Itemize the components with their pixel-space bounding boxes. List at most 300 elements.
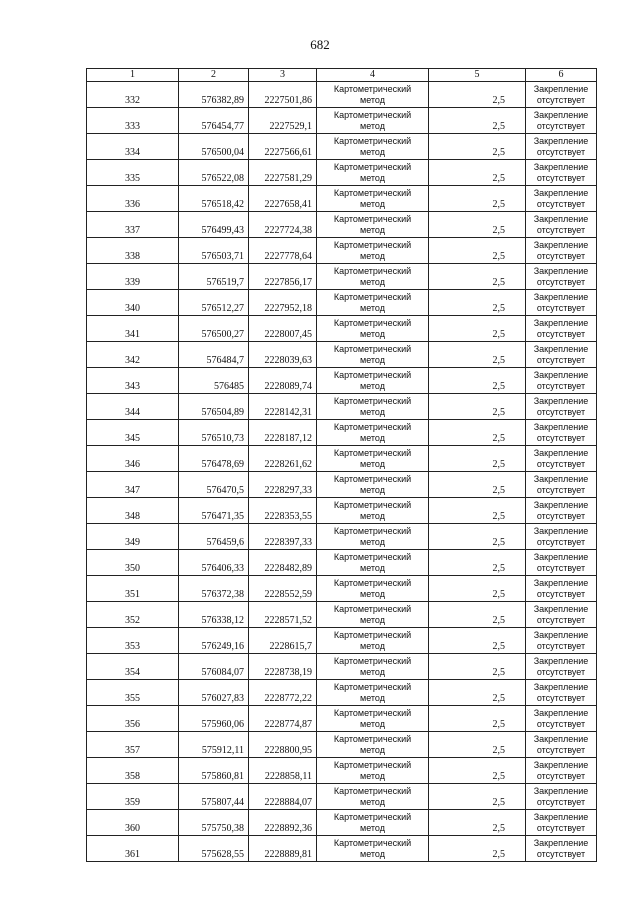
method-cell-line: метод bbox=[360, 536, 385, 547]
method-cell bbox=[317, 134, 429, 160]
fixing-cell-line: Закрепление bbox=[533, 421, 589, 432]
point-number: 336 bbox=[87, 186, 179, 212]
accuracy-value: 2,5 bbox=[429, 576, 526, 602]
coordinate-y: 2227952,18 bbox=[249, 290, 317, 316]
method-cell bbox=[317, 628, 429, 654]
method-cell bbox=[317, 472, 429, 498]
fixing-cell-line: Закрепление bbox=[533, 759, 589, 770]
method-cell-line: Картометрический bbox=[333, 473, 412, 484]
table-row bbox=[87, 186, 597, 212]
accuracy-value: 2,5 bbox=[429, 134, 526, 160]
table-row bbox=[87, 212, 597, 238]
accuracy-value: 2,5 bbox=[429, 82, 526, 108]
fixing-cell-line: Закрепление bbox=[533, 785, 589, 796]
accuracy-value: 2,5 bbox=[429, 732, 526, 758]
table-row bbox=[87, 472, 597, 498]
coordinate-y: 2228889,81 bbox=[249, 836, 317, 862]
table-row bbox=[87, 394, 597, 420]
accuracy-value: 2,5 bbox=[429, 108, 526, 134]
coordinate-y: 2228571,52 bbox=[249, 602, 317, 628]
method-cell bbox=[317, 264, 429, 290]
coordinate-y: 2228552,59 bbox=[249, 576, 317, 602]
coordinate-x: 575628,55 bbox=[179, 836, 249, 862]
accuracy-value: 2,5 bbox=[429, 394, 526, 420]
fixing-cell-line: Закрепление bbox=[533, 551, 589, 562]
method-cell-line: метод bbox=[360, 406, 385, 417]
point-number: 345 bbox=[87, 420, 179, 446]
table-row bbox=[87, 108, 597, 134]
method-cell-line: метод bbox=[360, 562, 385, 573]
method-cell-line: метод bbox=[360, 250, 385, 261]
point-number: 347 bbox=[87, 472, 179, 498]
accuracy-value: 2,5 bbox=[429, 524, 526, 550]
fixing-cell-line: отсутствует bbox=[536, 250, 586, 261]
coordinate-y: 2228738,19 bbox=[249, 654, 317, 680]
point-number: 334 bbox=[87, 134, 179, 160]
table-row bbox=[87, 602, 597, 628]
coordinate-x: 576485 bbox=[179, 368, 249, 394]
point-number: 343 bbox=[87, 368, 179, 394]
point-number: 337 bbox=[87, 212, 179, 238]
fixing-cell bbox=[526, 550, 597, 576]
header-cell: 5 bbox=[429, 69, 526, 82]
fixing-cell bbox=[526, 342, 597, 368]
fixing-cell-line: Закрепление bbox=[533, 499, 589, 510]
coordinate-y: 2227778,64 bbox=[249, 238, 317, 264]
coordinate-x: 576510,73 bbox=[179, 420, 249, 446]
method-cell-line: метод bbox=[360, 120, 385, 131]
table-row bbox=[87, 290, 597, 316]
accuracy-value: 2,5 bbox=[429, 550, 526, 576]
fixing-cell bbox=[526, 810, 597, 836]
coordinate-x: 576512,27 bbox=[179, 290, 249, 316]
table-row bbox=[87, 836, 597, 862]
method-cell bbox=[317, 446, 429, 472]
fixing-cell-line: отсутствует bbox=[536, 146, 586, 157]
coordinate-y: 2228007,45 bbox=[249, 316, 317, 342]
coordinate-y: 2228800,95 bbox=[249, 732, 317, 758]
method-cell-line: Картометрический bbox=[333, 499, 412, 510]
method-cell-line: Картометрический bbox=[333, 291, 412, 302]
accuracy-value: 2,5 bbox=[429, 810, 526, 836]
method-cell-line: Картометрический bbox=[333, 395, 412, 406]
point-number: 349 bbox=[87, 524, 179, 550]
fixing-cell bbox=[526, 264, 597, 290]
fixing-cell-line: отсутствует bbox=[536, 458, 586, 469]
fixing-cell-line: отсутствует bbox=[536, 744, 586, 755]
fixing-cell-line: отсутствует bbox=[536, 172, 586, 183]
method-cell-line: Картометрический bbox=[333, 135, 412, 146]
method-cell-line: метод bbox=[360, 94, 385, 105]
method-cell bbox=[317, 758, 429, 784]
fixing-cell-line: отсутствует bbox=[536, 302, 586, 313]
coordinate-x: 576504,89 bbox=[179, 394, 249, 420]
method-cell bbox=[317, 394, 429, 420]
coordinate-x: 576522,08 bbox=[179, 160, 249, 186]
coordinate-x: 576499,43 bbox=[179, 212, 249, 238]
coordinate-y: 2227529,1 bbox=[249, 108, 317, 134]
coordinate-y: 2228039,63 bbox=[249, 342, 317, 368]
fixing-cell-line: отсутствует bbox=[536, 510, 586, 521]
coordinate-y: 2228615,7 bbox=[249, 628, 317, 654]
fixing-cell-line: отсутствует bbox=[536, 692, 586, 703]
fixing-cell bbox=[526, 498, 597, 524]
coordinate-y: 2228892,36 bbox=[249, 810, 317, 836]
point-number: 358 bbox=[87, 758, 179, 784]
coordinate-x: 575750,38 bbox=[179, 810, 249, 836]
coordinate-y: 2228482,89 bbox=[249, 550, 317, 576]
fixing-cell-line: Закрепление bbox=[533, 655, 589, 666]
coordinate-y: 2227566,61 bbox=[249, 134, 317, 160]
fixing-cell-line: Закрепление bbox=[533, 161, 589, 172]
table-row bbox=[87, 498, 597, 524]
coordinate-y: 2228089,74 bbox=[249, 368, 317, 394]
fixing-cell-line: Закрепление bbox=[533, 83, 589, 94]
method-cell-line: Картометрический bbox=[333, 707, 412, 718]
method-cell-line: Картометрический bbox=[333, 213, 412, 224]
coordinate-x: 575860,81 bbox=[179, 758, 249, 784]
fixing-cell-line: Закрепление bbox=[533, 395, 589, 406]
table-row bbox=[87, 264, 597, 290]
method-cell-line: метод bbox=[360, 380, 385, 391]
method-cell-line: Картометрический bbox=[333, 733, 412, 744]
accuracy-value: 2,5 bbox=[429, 628, 526, 654]
method-cell bbox=[317, 706, 429, 732]
coordinate-y: 2227658,41 bbox=[249, 186, 317, 212]
fixing-cell bbox=[526, 186, 597, 212]
accuracy-value: 2,5 bbox=[429, 446, 526, 472]
table-row bbox=[87, 446, 597, 472]
fixing-cell-line: Закрепление bbox=[533, 369, 589, 380]
method-cell-line: Картометрический bbox=[333, 343, 412, 354]
coordinate-y: 2228187,12 bbox=[249, 420, 317, 446]
fixing-cell bbox=[526, 160, 597, 186]
method-cell-line: Картометрический bbox=[333, 655, 412, 666]
method-cell bbox=[317, 212, 429, 238]
fixing-cell bbox=[526, 654, 597, 680]
table-header-row bbox=[87, 69, 597, 82]
coordinate-y: 2227724,38 bbox=[249, 212, 317, 238]
fixing-cell bbox=[526, 108, 597, 134]
accuracy-value: 2,5 bbox=[429, 472, 526, 498]
header-cell: 4 bbox=[317, 69, 429, 82]
method-cell-line: Картометрический bbox=[333, 265, 412, 276]
method-cell bbox=[317, 342, 429, 368]
method-cell-line: Картометрический bbox=[333, 785, 412, 796]
fixing-cell-line: отсутствует bbox=[536, 796, 586, 807]
coordinate-y: 2228353,55 bbox=[249, 498, 317, 524]
fixing-cell bbox=[526, 706, 597, 732]
method-cell-line: Картометрический bbox=[333, 577, 412, 588]
method-cell-line: метод bbox=[360, 510, 385, 521]
table-row bbox=[87, 654, 597, 680]
coordinate-x: 576500,27 bbox=[179, 316, 249, 342]
method-cell-line: метод bbox=[360, 354, 385, 365]
accuracy-value: 2,5 bbox=[429, 160, 526, 186]
method-cell-line: Картометрический bbox=[333, 447, 412, 458]
coordinate-x: 576406,33 bbox=[179, 550, 249, 576]
coordinate-y: 2228261,62 bbox=[249, 446, 317, 472]
coordinate-x: 576459,6 bbox=[179, 524, 249, 550]
header-cell: 1 bbox=[87, 69, 179, 82]
method-cell bbox=[317, 524, 429, 550]
header-cell: 2 bbox=[179, 69, 249, 82]
table-row bbox=[87, 732, 597, 758]
point-number: 357 bbox=[87, 732, 179, 758]
method-cell-line: Картометрический bbox=[333, 811, 412, 822]
method-cell-line: Картометрический bbox=[333, 681, 412, 692]
coordinate-y: 2227501,86 bbox=[249, 82, 317, 108]
fixing-cell bbox=[526, 212, 597, 238]
method-cell-line: метод bbox=[360, 614, 385, 625]
fixing-cell bbox=[526, 784, 597, 810]
method-cell bbox=[317, 810, 429, 836]
point-number: 332 bbox=[87, 82, 179, 108]
table-row bbox=[87, 576, 597, 602]
fixing-cell-line: отсутствует bbox=[536, 432, 586, 443]
fixing-cell bbox=[526, 680, 597, 706]
accuracy-value: 2,5 bbox=[429, 602, 526, 628]
coordinate-y: 2227581,29 bbox=[249, 160, 317, 186]
fixing-cell bbox=[526, 758, 597, 784]
method-cell-line: метод bbox=[360, 302, 385, 313]
point-number: 354 bbox=[87, 654, 179, 680]
fixing-cell-line: отсутствует bbox=[536, 484, 586, 495]
coordinate-y: 2228772,22 bbox=[249, 680, 317, 706]
coordinate-x: 576484,7 bbox=[179, 342, 249, 368]
header-cell: 6 bbox=[526, 69, 597, 82]
method-cell-line: Картометрический bbox=[333, 525, 412, 536]
fixing-cell bbox=[526, 472, 597, 498]
method-cell bbox=[317, 420, 429, 446]
table-body bbox=[87, 82, 597, 862]
coordinate-y: 2228142,31 bbox=[249, 394, 317, 420]
method-cell-line: метод bbox=[360, 796, 385, 807]
fixing-cell bbox=[526, 602, 597, 628]
coordinate-y: 2228297,33 bbox=[249, 472, 317, 498]
fixing-cell bbox=[526, 628, 597, 654]
point-number: 342 bbox=[87, 342, 179, 368]
accuracy-value: 2,5 bbox=[429, 238, 526, 264]
table-row bbox=[87, 680, 597, 706]
fixing-cell bbox=[526, 394, 597, 420]
method-cell-line: Картометрический bbox=[333, 369, 412, 380]
table-row bbox=[87, 628, 597, 654]
coordinate-x: 576470,5 bbox=[179, 472, 249, 498]
coordinate-y: 2228774,87 bbox=[249, 706, 317, 732]
fixing-cell bbox=[526, 316, 597, 342]
fixing-cell bbox=[526, 420, 597, 446]
method-cell-line: метод bbox=[360, 458, 385, 469]
fixing-cell bbox=[526, 134, 597, 160]
fixing-cell-line: отсутствует bbox=[536, 406, 586, 417]
fixing-cell-line: Закрепление bbox=[533, 837, 589, 848]
table-row bbox=[87, 420, 597, 446]
fixing-cell-line: отсутствует bbox=[536, 120, 586, 131]
point-number: 335 bbox=[87, 160, 179, 186]
accuracy-value: 2,5 bbox=[429, 316, 526, 342]
coordinate-x: 576471,35 bbox=[179, 498, 249, 524]
fixing-cell-line: отсутствует bbox=[536, 198, 586, 209]
accuracy-value: 2,5 bbox=[429, 212, 526, 238]
coordinate-x: 576372,38 bbox=[179, 576, 249, 602]
fixing-cell bbox=[526, 446, 597, 472]
method-cell-line: Картометрический bbox=[333, 421, 412, 432]
method-cell bbox=[317, 602, 429, 628]
point-number: 355 bbox=[87, 680, 179, 706]
fixing-cell-line: отсутствует bbox=[536, 354, 586, 365]
accuracy-value: 2,5 bbox=[429, 836, 526, 862]
fixing-cell-line: отсутствует bbox=[536, 94, 586, 105]
method-cell-line: метод bbox=[360, 822, 385, 833]
fixing-cell-line: Закрепление bbox=[533, 811, 589, 822]
accuracy-value: 2,5 bbox=[429, 498, 526, 524]
point-number: 361 bbox=[87, 836, 179, 862]
coordinate-x: 575807,44 bbox=[179, 784, 249, 810]
method-cell-line: метод bbox=[360, 198, 385, 209]
method-cell-line: Картометрический bbox=[333, 239, 412, 250]
fixing-cell bbox=[526, 368, 597, 394]
fixing-cell-line: Закрепление bbox=[533, 473, 589, 484]
fixing-cell-line: Закрепление bbox=[533, 629, 589, 640]
table-row bbox=[87, 342, 597, 368]
fixing-cell-line: отсутствует bbox=[536, 536, 586, 547]
coordinate-x: 576503,71 bbox=[179, 238, 249, 264]
method-cell-line: Картометрический bbox=[333, 837, 412, 848]
fixing-cell-line: отсутствует bbox=[536, 848, 586, 859]
table-row bbox=[87, 316, 597, 342]
fixing-cell-line: отсутствует bbox=[536, 822, 586, 833]
method-cell-line: метод bbox=[360, 692, 385, 703]
point-number: 338 bbox=[87, 238, 179, 264]
fixing-cell bbox=[526, 524, 597, 550]
table-row bbox=[87, 810, 597, 836]
method-cell bbox=[317, 784, 429, 810]
accuracy-value: 2,5 bbox=[429, 654, 526, 680]
table-row bbox=[87, 368, 597, 394]
fixing-cell-line: Закрепление bbox=[533, 707, 589, 718]
coordinate-x: 576478,69 bbox=[179, 446, 249, 472]
fixing-cell-line: Закрепление bbox=[533, 291, 589, 302]
coordinate-x: 576519,7 bbox=[179, 264, 249, 290]
method-cell bbox=[317, 680, 429, 706]
fixing-cell-line: отсутствует bbox=[536, 770, 586, 781]
table-row bbox=[87, 758, 597, 784]
table-row bbox=[87, 160, 597, 186]
point-number: 360 bbox=[87, 810, 179, 836]
fixing-cell-line: отсутствует bbox=[536, 562, 586, 573]
fixing-cell-line: Закрепление bbox=[533, 109, 589, 120]
method-cell bbox=[317, 316, 429, 342]
point-number: 339 bbox=[87, 264, 179, 290]
fixing-cell-line: отсутствует bbox=[536, 224, 586, 235]
coordinate-x: 576500,04 bbox=[179, 134, 249, 160]
fixing-cell-line: отсутствует bbox=[536, 614, 586, 625]
method-cell-line: метод bbox=[360, 718, 385, 729]
method-cell bbox=[317, 368, 429, 394]
point-number: 352 bbox=[87, 602, 179, 628]
method-cell bbox=[317, 550, 429, 576]
fixing-cell bbox=[526, 576, 597, 602]
method-cell-line: метод bbox=[360, 484, 385, 495]
method-cell bbox=[317, 290, 429, 316]
method-cell-line: метод bbox=[360, 666, 385, 677]
point-number: 348 bbox=[87, 498, 179, 524]
table-row bbox=[87, 706, 597, 732]
method-cell bbox=[317, 160, 429, 186]
fixing-cell-line: Закрепление bbox=[533, 447, 589, 458]
page-number: 682 bbox=[310, 37, 330, 52]
method-cell bbox=[317, 108, 429, 134]
point-number: 333 bbox=[87, 108, 179, 134]
method-cell-line: метод bbox=[360, 432, 385, 443]
method-cell bbox=[317, 238, 429, 264]
fixing-cell-line: Закрепление bbox=[533, 135, 589, 146]
fixing-cell-line: отсутствует bbox=[536, 328, 586, 339]
coordinates-table bbox=[86, 68, 597, 862]
accuracy-value: 2,5 bbox=[429, 264, 526, 290]
coordinate-x: 576518,42 bbox=[179, 186, 249, 212]
method-cell bbox=[317, 732, 429, 758]
accuracy-value: 2,5 bbox=[429, 290, 526, 316]
method-cell-line: метод bbox=[360, 770, 385, 781]
method-cell-line: метод bbox=[360, 588, 385, 599]
point-number: 340 bbox=[87, 290, 179, 316]
fixing-cell-line: отсутствует bbox=[536, 276, 586, 287]
fixing-cell-line: Закрепление bbox=[533, 681, 589, 692]
point-number: 356 bbox=[87, 706, 179, 732]
point-number: 341 bbox=[87, 316, 179, 342]
point-number: 344 bbox=[87, 394, 179, 420]
fixing-cell-line: отсутствует bbox=[536, 380, 586, 391]
accuracy-value: 2,5 bbox=[429, 420, 526, 446]
fixing-cell bbox=[526, 836, 597, 862]
point-number: 351 bbox=[87, 576, 179, 602]
table-row bbox=[87, 238, 597, 264]
fixing-cell-line: Закрепление bbox=[533, 603, 589, 614]
coordinate-x: 576249,16 bbox=[179, 628, 249, 654]
coordinate-y: 2227856,17 bbox=[249, 264, 317, 290]
fixing-cell bbox=[526, 238, 597, 264]
method-cell bbox=[317, 576, 429, 602]
fixing-cell-line: Закрепление bbox=[533, 577, 589, 588]
fixing-cell bbox=[526, 732, 597, 758]
fixing-cell-line: отсутствует bbox=[536, 718, 586, 729]
method-cell bbox=[317, 498, 429, 524]
method-cell-line: Картометрический bbox=[333, 187, 412, 198]
method-cell-line: метод bbox=[360, 328, 385, 339]
method-cell-line: Картометрический bbox=[333, 759, 412, 770]
coordinate-y: 2228397,33 bbox=[249, 524, 317, 550]
method-cell-line: Картометрический bbox=[333, 629, 412, 640]
fixing-cell bbox=[526, 290, 597, 316]
coordinate-x: 576454,77 bbox=[179, 108, 249, 134]
accuracy-value: 2,5 bbox=[429, 784, 526, 810]
fixing-cell-line: Закрепление bbox=[533, 265, 589, 276]
fixing-cell-line: Закрепление bbox=[533, 317, 589, 328]
method-cell-line: метод bbox=[360, 146, 385, 157]
method-cell bbox=[317, 82, 429, 108]
table-row bbox=[87, 550, 597, 576]
fixing-cell-line: Закрепление bbox=[533, 239, 589, 250]
method-cell-line: Картометрический bbox=[333, 551, 412, 562]
accuracy-value: 2,5 bbox=[429, 680, 526, 706]
method-cell bbox=[317, 186, 429, 212]
fixing-cell-line: Закрепление bbox=[533, 213, 589, 224]
point-number: 350 bbox=[87, 550, 179, 576]
method-cell-line: Картометрический bbox=[333, 83, 412, 94]
coordinate-x: 576382,89 bbox=[179, 82, 249, 108]
